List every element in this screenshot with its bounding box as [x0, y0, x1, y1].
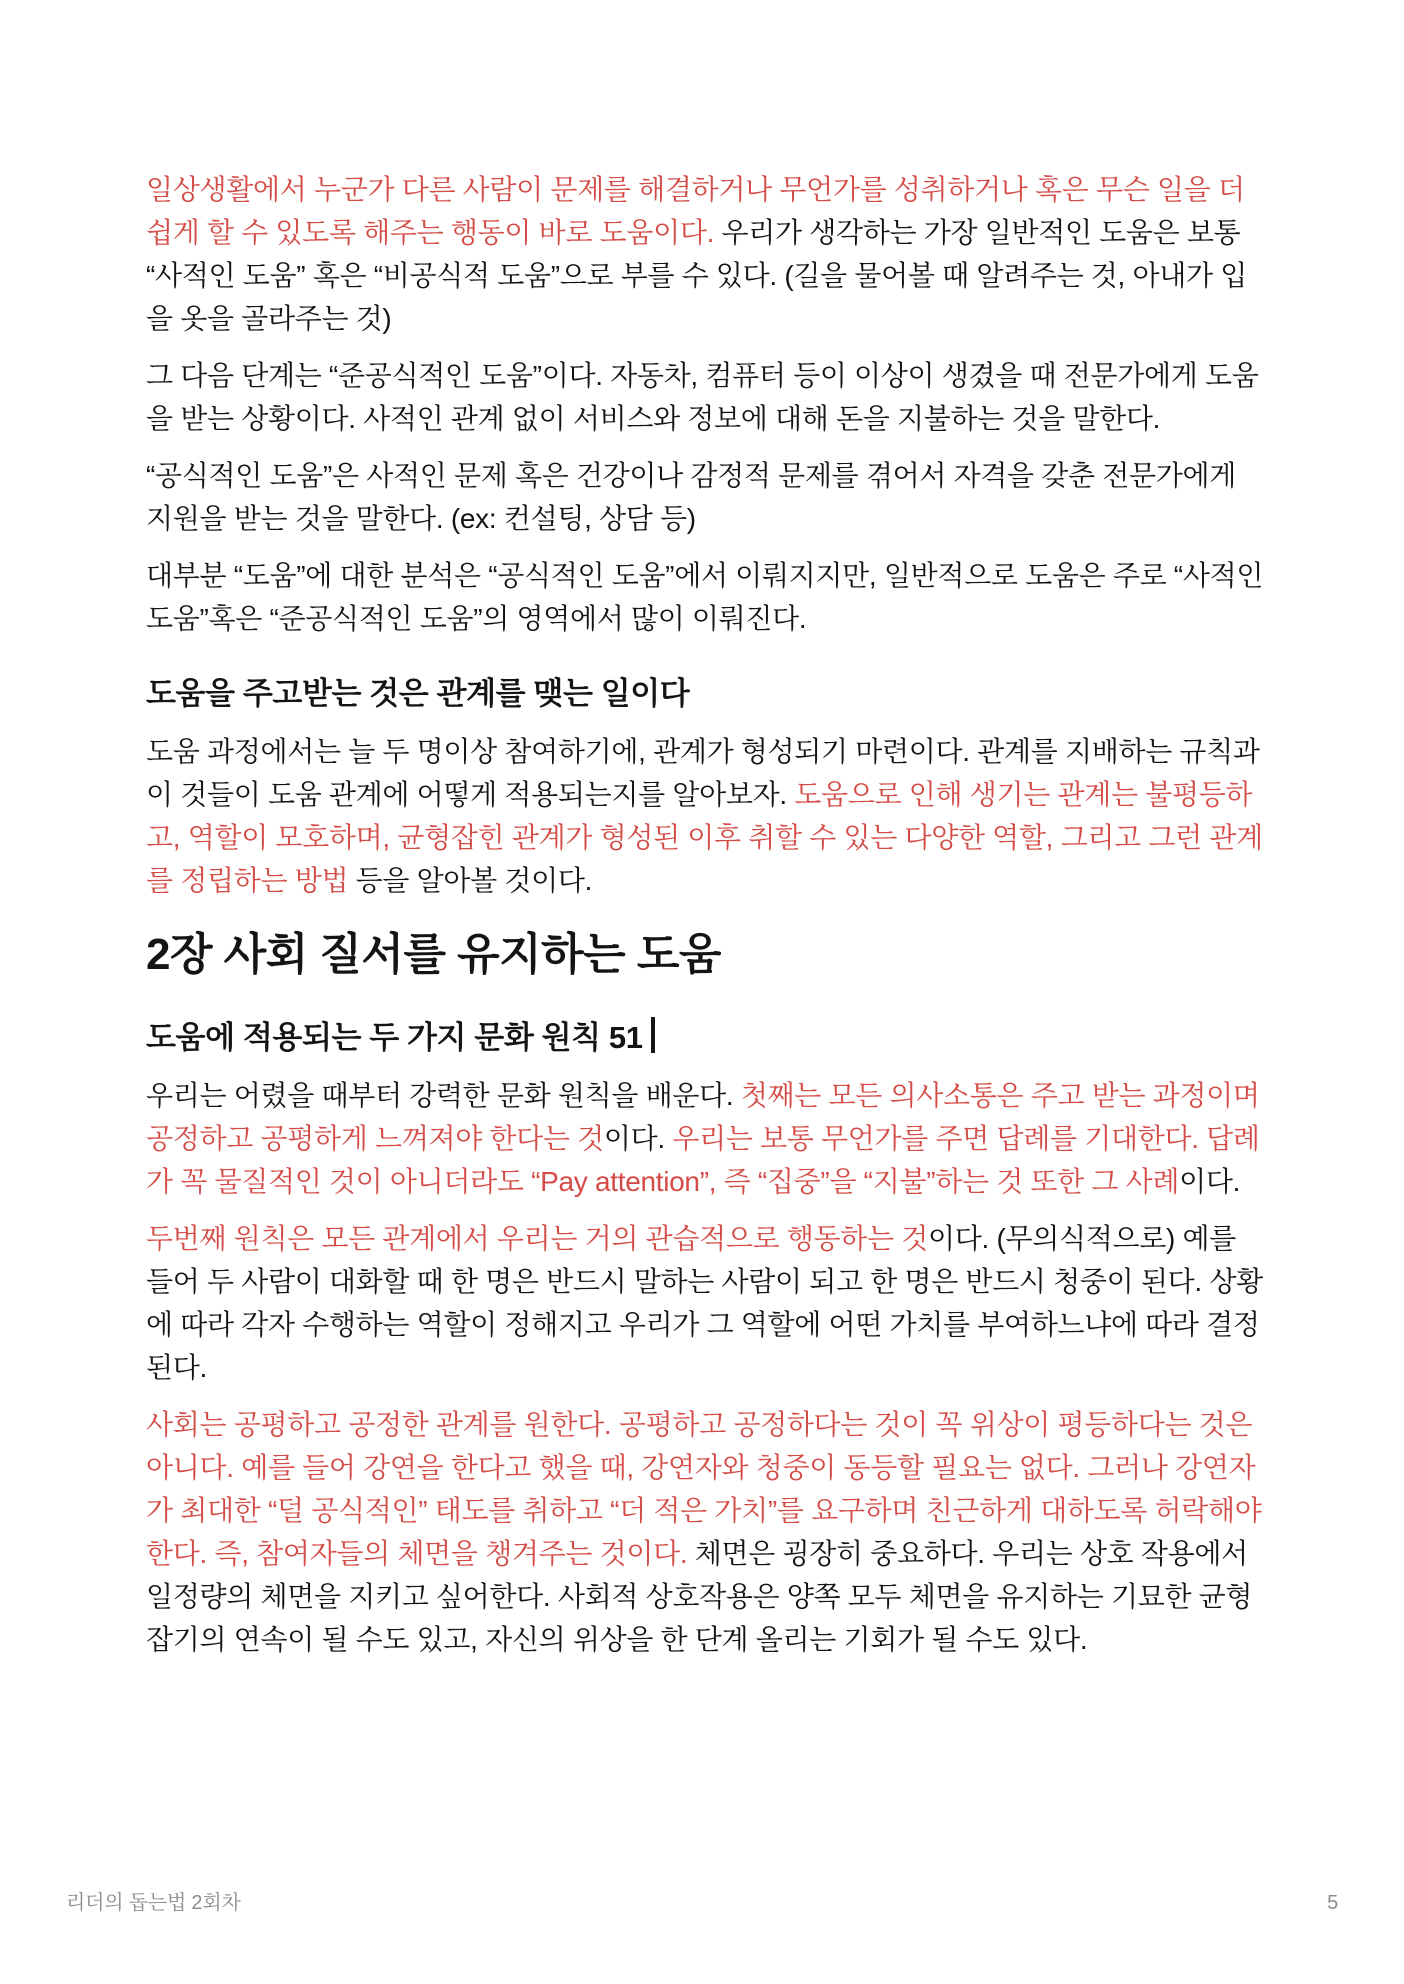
text-run: “공식적인 도움”은 사적인 문제 혹은 건강이나 감정적 문제를 겪어서 자격을 갖춘 전문가에게 지원을 받는 것을 말한다. (ex: 컨설팅, 상담 등)	[146, 460, 1237, 534]
text-run: 2장 사회 질서를 유지하는 도움	[146, 930, 721, 979]
text-run: 우리가 생각하는 가장 일반적인 도움은 보통 “사적인 도움” 혹은 “비공식적 도움”으로 부를 수 있다. (길을 물어볼 때 알려주는 것, 아내가 입을 옷을 골라주는 것)	[146, 217, 1247, 334]
text-run: 대부분 “도움”에 대한 분석은 “공식적인 도움”에서 이뤄지지만, 일반적으로 도움은 주로 “사적인 도움”혹은 “준공식적인 도움”의 영역에서 많이 이뤄진다.	[146, 560, 1264, 634]
text-run: 등을 알아볼 것이다.	[348, 865, 593, 896]
footer-title: 리더의 돕는법 2회차	[66, 1892, 241, 1914]
text-run: 이다. (무의식적으로) 예를 들어 두 사람이 대화할 때 한 명은 반드시 말하는 사람이 되고 한 명은 반드시 청중이 된다. 상황에 따라 각자 수행하는 역할이 정해지고 우리가 그 역할에 어떤 가치를 부여하느냐에 따라 결정 된다.	[146, 1223, 1263, 1383]
paragraph	[146, 354, 1268, 440]
text-run: 도움 과정에서는 늘 두 명이상 참여하기에, 관계가 형성되기 마련이다. 관계를 지배하는 규칙과 이 것들이 도움 관계에 어떻게 적용되는지를 알아보자.	[146, 736, 1260, 810]
text-run: 이다.	[603, 1123, 673, 1154]
text-cursor	[651, 1017, 655, 1053]
text-run: 사회는 공평하고 공정한 관계를 원한다. 공평하고 공정하다는 것이 꼭 위상이 평등하다는 것은 아니다. 예를 들어 강연을 한다고 했을 때, 강연자와 청중이 동등할 필요는 없다. 그러나 강연자가 최대한 “덜 공식적인” 태도를 취하고 “더 적은 가치”를 요구하며 친근하게 대하도록 허락해야 한다. 즉, 참여자들의 체면을 챙겨주는 것이다.	[146, 1409, 1262, 1569]
text-run: 두번째 원칙은 모든 관계에서 우리는 거의 관습적으로 행동하는 것	[146, 1223, 929, 1254]
paragraph	[146, 1074, 1268, 1203]
paragraph	[146, 168, 1268, 340]
paragraph	[146, 454, 1268, 540]
heading-1	[146, 926, 1268, 984]
text-run: 우리는 어렸을 때부터 강력한 문화 원칙을 배운다.	[146, 1080, 741, 1111]
page-footer	[66, 1890, 1338, 1916]
paragraph	[146, 554, 1268, 640]
text-run: 도움으로 인해 생기는 관계는 불평등하고, 역할이 모호하며, 균형잡힌 관계가 형성된 이후 취할 수 있는 다양한 역할, 그리고 그런 관계를 정립하는 방법	[146, 779, 1263, 896]
paragraph	[146, 730, 1268, 902]
footer-page-number: 5	[1327, 1892, 1338, 1914]
text-run: 체면은 굉장히 중요하다. 우리는 상호 작용에서 일정량의 체면을 지키고 싶어한다. 사회적 상호작용은 양쪽 모두 체면을 유지하는 기묘한 균형잡기의 연속이 될 수도 있고, 자신의 위상을 한 단계 올리는 기회가 될 수도 있다.	[146, 1538, 1253, 1655]
text-run: 그 다음 단계는 “준공식적인 도움”이다. 자동차, 컴퓨터 등이 이상이 생겼을 때 전문가에게 도움을 받는 상황이다. 사적인 관계 없이 서비스와 정보에 대해 돈을 지불하는 것을 말한다.	[146, 360, 1259, 434]
text-run: 도움에 적용되는 두 가지 문화 원칙 51	[146, 1020, 643, 1055]
heading-2	[146, 1016, 1268, 1060]
paragraph	[146, 1403, 1268, 1661]
text-run: 도움을 주고받는 것은 관계를 맺는 일이다	[146, 676, 690, 711]
heading-2	[146, 672, 1268, 716]
paragraph	[146, 1217, 1268, 1389]
text-run: 이다.	[1179, 1166, 1241, 1197]
text-run: 첫째는 모든 의사소통은 주고 받는 과정이며 공정하고 공평하게 느껴져야 한다는 것	[146, 1080, 1260, 1154]
text-run: 우리는 보통 무언가를 주면 답례를 기대한다. 답례가 꼭 물질적인 것이 아니더라도 “Pay attention”, 즉 “집중”을 “지불”하는 것 또한 그 사례	[146, 1123, 1260, 1197]
text-run: 일상생활에서 누군가 다른 사람이 문제를 해결하거나 무언가를 성취하거나 혹은 무슨 일을 더 쉽게 할 수 있도록 해주는 행동이 바로 도움이다.	[146, 174, 1245, 248]
